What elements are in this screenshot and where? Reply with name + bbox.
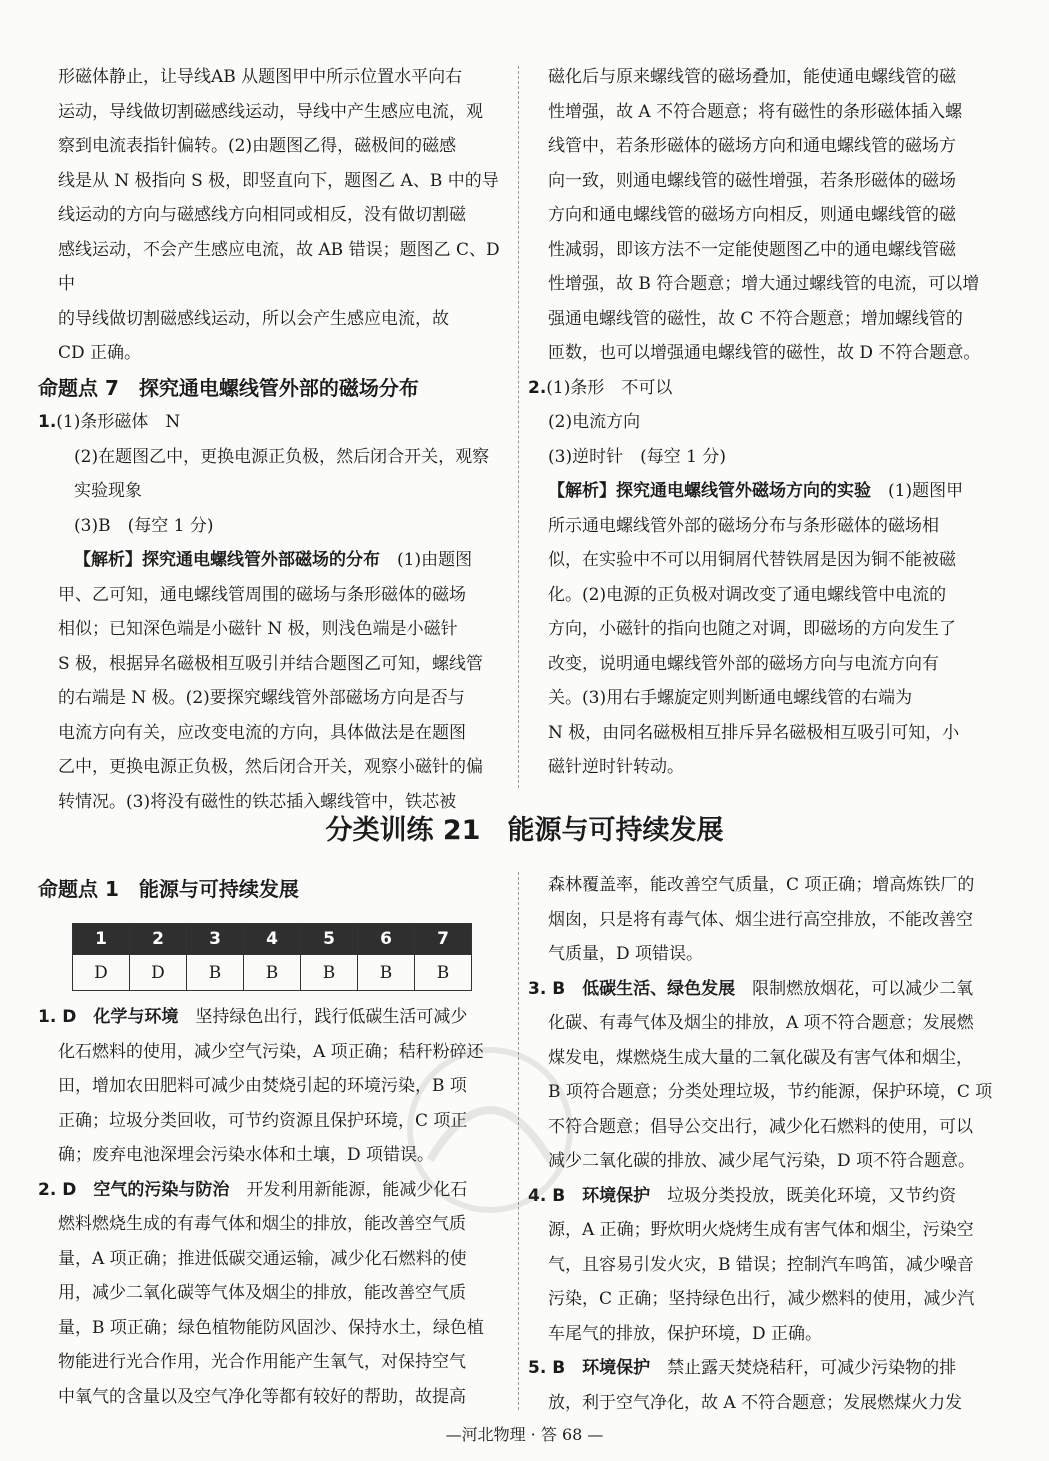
analysis-tag: 【解析】 — [548, 481, 616, 501]
text-line: 形磁体静止，让导线AB 从题图甲中所示位置水平向右 — [58, 67, 463, 87]
table-cell: B — [415, 955, 472, 991]
question-2-answer-2: (2)电流方向 — [548, 412, 641, 432]
answer-text: (1)条形磁体 N — [56, 412, 181, 432]
table-header-cell: 2 — [130, 924, 187, 955]
table-header-cell: 4 — [244, 924, 301, 955]
text-line: B 项符合题意；分类处理垃圾，节约能源，保护环境，C 项 — [548, 1082, 993, 1102]
text-line: 感线运动，不会产生感应电流，故 AB 错误；题图乙 C、D 中 — [58, 239, 500, 294]
analysis-tag: 【解析】 — [74, 550, 142, 570]
text-line: 气质量，D 项错误。 — [548, 944, 704, 964]
text-line: 量，A 项正确；推进低碳交通运输，减少化石燃料的使 — [58, 1248, 467, 1269]
analysis-first-line — [548, 474, 998, 509]
text-line: 性减弱，即该方法不一定能使题图乙中的通电螺线管磁 — [548, 239, 956, 260]
text-line: 森林覆盖率，能改善空气质量，C 项正确；增高炼铁厂的 — [548, 875, 975, 895]
question-number: 1. — [38, 412, 57, 432]
text-line: 确；废弃电池深埋会污染水体和土壤，D 项错误。 — [58, 1145, 435, 1165]
analysis-text: (1)由题图 — [380, 550, 473, 570]
text-line: 煤发电，煤燃烧生成大量的二氧化碳及有害气体和烟尘， — [548, 1047, 973, 1068]
item-5-first-line — [528, 1351, 998, 1386]
table-header-cell: 7 — [415, 924, 472, 955]
text-line: 化碳、有毒气体及烟尘的排放，A 项不符合题意；发展燃 — [548, 1013, 974, 1033]
text-line: 强通电螺线管的磁性，故 C 不符合题意；增加螺线管的 — [548, 308, 963, 329]
text-line: 改变，说明通电螺线管外部的磁场方向与电流方向有 — [548, 653, 939, 674]
item-head: 2. D 空气的污染与防治 — [38, 1179, 230, 1200]
text-line: 所示通电螺线管外部的磁场分布与条形磁体的磁场相 — [548, 515, 939, 536]
watermark-graphic — [340, 1040, 640, 1220]
text-line: 污染，C 正确；坚持绿色出行，减少燃料的使用，减少汽 — [548, 1289, 975, 1309]
text-line: 运动，导线做切割磁感线运动，导线中产生感应电流，观 — [58, 101, 483, 122]
text-line: 似，在实验中不可以用铜屑代替铁屑是因为铜不能被磁 — [548, 550, 956, 570]
text-line: 减少二氧化碳的排放、减少尾气污染，D 项不符合题意。 — [548, 1151, 976, 1171]
table-header-cell: 5 — [301, 924, 358, 955]
item-text: 垃圾分类投放，既美化环境，又节约资 — [650, 1185, 957, 1206]
section-title: 分类训练 21 能源与可持续发展 — [325, 815, 724, 846]
text-line: 车尾气的排放，保护环境，D 正确。 — [548, 1323, 823, 1344]
text-line: 性增强，故 B 符合题意；增大通过螺线管的电流，可以增 — [548, 274, 980, 294]
text-line: 线是从 N 极指向 S 极，即竖直向下，题图乙 A、B 中的导 — [58, 170, 499, 191]
question-1-answer-2-cont: 实验现象 — [74, 481, 142, 501]
text-line: 烟囱，只是将有毒气体、烟尘进行高空排放，不能改善空 — [548, 909, 973, 930]
column-divider-top — [518, 66, 519, 788]
text-line: 的右端是 N 极。(2)要探究螺线管外部磁场方向是否与 — [58, 688, 465, 708]
question-number: 2. — [528, 377, 547, 398]
table-header-cell: 6 — [358, 924, 415, 955]
page-footer: —河北物理 · 答 68 — — [445, 1425, 604, 1444]
table-cell: B — [358, 955, 415, 991]
question-2-answer-1 — [528, 371, 998, 406]
text-line: 化石燃料的使用，减少空气污染，A 项正确；秸秆粉碎还 — [58, 1041, 484, 1062]
item-1-first-line — [38, 1000, 503, 1035]
answer-text: (1)条形 不可以 — [546, 377, 673, 398]
text-line: 化。(2)电源的正负极对调改变了通电螺线管中电流的 — [548, 584, 947, 605]
text-line: 正确；垃圾分类回收，可节约资源且保护环境，C 项正 — [58, 1110, 468, 1131]
item-text: 限制燃放烟花，可以减少二氧 — [735, 978, 974, 999]
table-cell: D — [73, 955, 130, 991]
text-line: 气，且容易引发火灾，B 错误；控制汽车鸣笛，减少噪音 — [548, 1254, 974, 1275]
text-line: 燃料燃烧生成的有毒气体和烟尘的排放，能改善空气质 — [58, 1214, 466, 1234]
text-line: N 极，由同名磁极相互排斥异名磁极相互吸引可知，小 — [548, 722, 960, 743]
analysis-title: 探究通电螺线管外磁场方向的实验 — [616, 481, 871, 501]
text-line: 察到电流表指针偏转。(2)由题图乙得，磁极间的磁感 — [58, 136, 457, 156]
text-line: 放，利于空气净化，故 A 不符合题意；发展燃煤火力发 — [548, 1392, 963, 1413]
answer-table-header-row — [73, 924, 472, 955]
item-head: 4. B 环境保护 — [528, 1185, 651, 1206]
item-text: 开发利用新能源，能减少化石 — [229, 1179, 468, 1200]
text-line: 线管中，若条形磁体的磁场方向和通电螺线管的磁场方 — [548, 136, 956, 156]
table-cell: D — [130, 955, 187, 991]
text-line: 乙中，更换电源正负极，然后闭合开关，观察小磁针的偏 — [58, 757, 483, 777]
text-line: 相似；已知深色端是小磁针 N 极，则浅色端是小磁针 — [58, 619, 458, 639]
item-head: 3. B 低碳生活、绿色发展 — [528, 978, 736, 999]
answer-table — [72, 923, 472, 991]
text-line: 中氧气的含量以及空气净化等都有较好的帮助，故提高 — [58, 1386, 466, 1407]
text-line: 的导线做切割磁感线运动，所以会产生感应电流，故 — [58, 308, 449, 329]
text-line: 量，B 项正确；绿色植物能防风固沙、保持水土，绿色植 — [58, 1317, 484, 1338]
right-column-top — [528, 60, 998, 785]
text-line: 方向和通电螺线管的磁场方向相反，则通电螺线管的磁 — [548, 205, 956, 225]
text-line: 匝数，也可以增强通电螺线管的磁性，故 D 不符合题意。 — [548, 343, 981, 363]
analysis-text: (1)题图甲 — [871, 481, 964, 501]
text-line: 电流方向有关，应改变电流的方向，具体做法是在题图 — [58, 722, 466, 743]
table-cell: B — [187, 955, 244, 991]
section-heading-1: 命题点 1 能源与可持续发展 — [38, 877, 299, 901]
text-line: 田，增加农田肥料可减少由焚烧引起的环境污染，B 项 — [58, 1076, 467, 1096]
item-text: 坚持绿色出行，践行低碳生活可减少 — [178, 1007, 468, 1027]
item-text: 禁止露天焚烧秸秆，可减少污染物的排 — [650, 1358, 957, 1378]
question-2-answer-3: (3)逆时针 (每空 1 分) — [548, 446, 726, 467]
question-1-answer-3: (3)B (每空 1 分) — [74, 515, 214, 536]
left-column-top — [38, 60, 503, 819]
text-line: 转情况。(3)将没有磁性的铁芯插入螺线管中，铁芯被 — [58, 791, 457, 812]
table-cell: B — [301, 955, 358, 991]
text-line: S 极，根据异名磁极相互吸引并结合题图乙可知，螺线管 — [58, 653, 484, 674]
text-line: 甲、乙可知，通电螺线管周围的磁场与条形磁体的磁场 — [58, 584, 466, 605]
text-line: 方向，小磁针的指向也随之对调，即磁场的方向发生了 — [548, 619, 956, 639]
table-header-cell: 1 — [73, 924, 130, 955]
question-1-answer-1 — [38, 405, 503, 440]
item-head: 1. D 化学与环境 — [38, 1007, 179, 1027]
answer-table-value-row — [73, 955, 472, 991]
analysis-first-line — [58, 543, 503, 578]
text-line: 磁针逆时针转动。 — [548, 757, 684, 777]
table-header-cell: 3 — [187, 924, 244, 955]
text-line: 磁化后与原来螺线管的磁场叠加，能使通电螺线管的磁 — [548, 67, 956, 87]
text-line: CD 正确。 — [58, 343, 142, 363]
analysis-title: 探究通电螺线管外部磁场的分布 — [142, 550, 380, 570]
bottom-left-heading-wrap — [38, 872, 503, 907]
section-heading-7: 命题点 7 探究通电螺线管外部的磁场分布 — [38, 375, 419, 400]
text-line: 关。(3)用右手螺旋定则判断通电螺线管的右端为 — [548, 688, 913, 708]
item-head: 5. B 环境保护 — [528, 1358, 651, 1378]
text-line: 向一致，则通电螺线管的磁性增强，若条形磁体的磁场 — [548, 170, 956, 191]
table-cell: B — [244, 955, 301, 991]
item-3-first-line — [528, 972, 998, 1007]
text-line: 用，减少二氧化碳等气体及烟尘的排放，能改善空气质 — [58, 1283, 466, 1303]
text-line: 不符合题意；倡导公交出行，减少化石燃料的使用，可以 — [548, 1116, 973, 1137]
question-1-answer-2: (2)在题图乙中，更换电源正负极，然后闭合开关，观察 — [74, 446, 490, 467]
text-line: 线运动的方向与磁感线方向相同或相反，没有做切割磁 — [58, 205, 466, 225]
text-line: 物能进行光合作用，光合作用能产生氧气，对保持空气 — [58, 1352, 466, 1372]
text-line: 源，A 正确；野炊明火烧烤生成有害气体和烟尘，污染空 — [548, 1220, 974, 1240]
text-line: 性增强，故 A 不符合题意；将有磁性的条形磁体插入螺 — [548, 101, 963, 122]
